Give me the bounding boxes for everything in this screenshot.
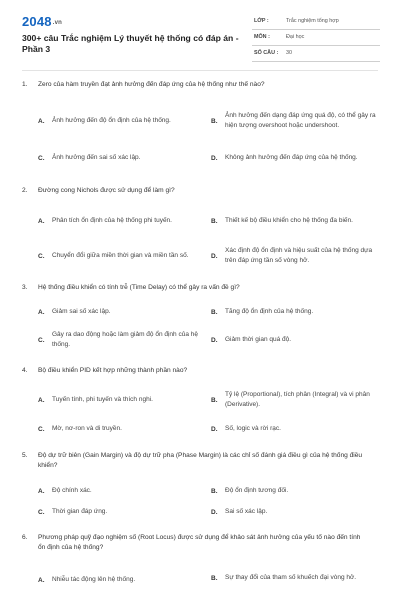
- option-text: Thời gian đáp ứng.: [52, 508, 108, 516]
- option-text: Tuyến tính, phi tuyến và thích nghi.: [52, 396, 153, 404]
- question-text: 5. Độ dự trữ biên (Gain Margin) và độ dự trữ pha (Phase Margin) là các chỉ số đánh giá điều gì của hệ thống điều khiển?: [22, 452, 363, 469]
- option-letter: C.: [38, 425, 45, 433]
- answer-option[interactable]: [38, 300, 203, 324]
- answer-option[interactable]: [38, 417, 203, 441]
- option-letter: C.: [38, 252, 45, 260]
- meta-key: SỐ CÂU :: [254, 50, 279, 56]
- question-number: 4.: [22, 367, 28, 374]
- meta-value: Trắc nghiệm tổng hợp: [286, 18, 339, 24]
- option-text: Giảm thời gian quá độ.: [225, 336, 292, 344]
- question-number: 5.: [22, 452, 28, 459]
- question-text: 1. Zero của hàm truyền đạt ảnh hưởng đến đáp ứng của hệ thống như thế nào?: [22, 81, 265, 88]
- answer-option[interactable]: [211, 109, 381, 133]
- option-letter: A.: [38, 117, 45, 125]
- question-number: 1.: [22, 81, 28, 88]
- option-letter: B.: [211, 217, 218, 225]
- option-text: Gây ra dao động hoặc làm giảm độ ổn định của hệ thống.: [52, 331, 198, 348]
- option-letter: D.: [211, 508, 218, 516]
- answer-option[interactable]: [38, 328, 203, 352]
- option-letter: A.: [38, 308, 45, 316]
- option-text: Tăng độ ổn định của hệ thống.: [225, 308, 314, 316]
- option-letter: B.: [211, 487, 218, 495]
- meta-row-subject: [252, 30, 380, 46]
- option-letter: C.: [38, 336, 45, 344]
- option-letter: B.: [211, 117, 218, 125]
- question-text: 2. Đường cong Nichols được sử dụng để làm gì?: [22, 187, 175, 194]
- answer-option[interactable]: [211, 417, 381, 441]
- meta-key: LỚP :: [254, 18, 269, 24]
- answer-option[interactable]: [211, 500, 381, 524]
- option-text: Ảnh hưởng đến độ ổn định của hệ thống.: [52, 117, 171, 125]
- option-letter: A.: [38, 396, 45, 404]
- option-letter: A.: [38, 487, 45, 495]
- option-text: Giảm sai số xác lập.: [52, 308, 111, 316]
- answer-option[interactable]: [38, 109, 203, 133]
- option-letter: A.: [38, 217, 45, 225]
- answer-option[interactable]: [211, 328, 381, 352]
- option-text: Xác định độ ổn định và hiệu suất của hệ thống dựa trên đáp ứng tần số vòng hở.: [225, 247, 373, 264]
- meta-row-class: [252, 14, 380, 30]
- page-header: [0, 0, 400, 64]
- question-number: 2.: [22, 187, 28, 194]
- option-text: Phân tích ổn định của hệ thống phi tuyến.: [52, 217, 172, 225]
- answer-option[interactable]: [211, 388, 381, 412]
- answer-option[interactable]: [38, 500, 203, 524]
- option-text: Ảnh hưởng đến dạng đáp ứng quá độ, có thể gây ra hiện tượng overshoot hoặc undershoot.: [225, 112, 376, 129]
- question-text: 3. Hệ thống điều khiển có tính trễ (Time Delay) có thể gây ra vấn đề gì?: [22, 284, 240, 291]
- option-letter: D.: [211, 425, 218, 433]
- option-text: Nhiễu tác động lên hệ thống.: [52, 576, 136, 584]
- meta-value: 30: [286, 50, 292, 56]
- option-text: Ảnh hưởng đến sai số xác lập.: [52, 154, 141, 162]
- header-divider: [22, 70, 378, 71]
- option-letter: A.: [38, 576, 45, 584]
- meta-value: Đại học: [286, 34, 305, 40]
- option-text: Chuyển đổi giữa miền thời gian và miền tần số.: [52, 252, 189, 260]
- option-letter: B.: [211, 396, 218, 404]
- option-text: Thiết kế bộ điều khiển cho hệ thống đa biến.: [225, 217, 353, 225]
- question-number: 6.: [22, 534, 28, 541]
- answer-option[interactable]: [211, 146, 381, 170]
- option-text: Không ảnh hưởng đến đáp ứng của hệ thống.: [225, 154, 358, 162]
- site-logo[interactable]: 2048.vn: [22, 14, 63, 29]
- option-letter: D.: [211, 154, 218, 162]
- answer-option[interactable]: [38, 568, 203, 592]
- answer-option[interactable]: [38, 388, 203, 412]
- answer-option[interactable]: [211, 566, 381, 590]
- meta-table: [252, 14, 380, 62]
- option-letter: C.: [38, 154, 45, 162]
- answer-option[interactable]: [211, 244, 381, 268]
- option-text: Số, logic và rời rạc.: [225, 425, 281, 433]
- option-text: Sai số xác lập.: [225, 508, 268, 516]
- option-letter: C.: [38, 508, 45, 516]
- option-text: Độ chính xác.: [52, 487, 92, 495]
- answer-option[interactable]: [38, 209, 203, 233]
- document-title: 300+ câu Trắc nghiệm Lý thuyết hệ thống có đáp án - Phần 3: [22, 33, 239, 54]
- question-number: 3.: [22, 284, 28, 291]
- answer-option[interactable]: [38, 146, 203, 170]
- question-text: 4. Bộ điều khiển PID kết hợp những thành phần nào?: [22, 367, 188, 374]
- meta-row-count: [252, 46, 380, 62]
- option-letter: B.: [211, 308, 218, 316]
- option-text: Sự thay đổi của tham số khuếch đại vòng hở.: [225, 574, 357, 582]
- answer-option[interactable]: [38, 244, 203, 268]
- answer-option[interactable]: [211, 300, 381, 324]
- option-letter: D.: [211, 252, 218, 260]
- option-text: Mờ, nơ-ron và di truyền.: [52, 425, 122, 433]
- answer-option[interactable]: [211, 209, 381, 233]
- option-text: Tỷ lệ (Proportional), tích phân (Integral) và vi phân (Derivative).: [225, 391, 370, 408]
- meta-key: MÔN :: [254, 34, 270, 40]
- option-text: Độ ổn định tương đối.: [225, 487, 289, 495]
- option-letter: D.: [211, 336, 218, 344]
- question-text: 6. Phương pháp quỹ đạo nghiệm số (Root Locus) được sử dụng để khảo sát ảnh hưởng của yếu tố nào đến tính ổn định của hệ thống?: [22, 534, 361, 551]
- option-letter: B.: [211, 574, 218, 582]
